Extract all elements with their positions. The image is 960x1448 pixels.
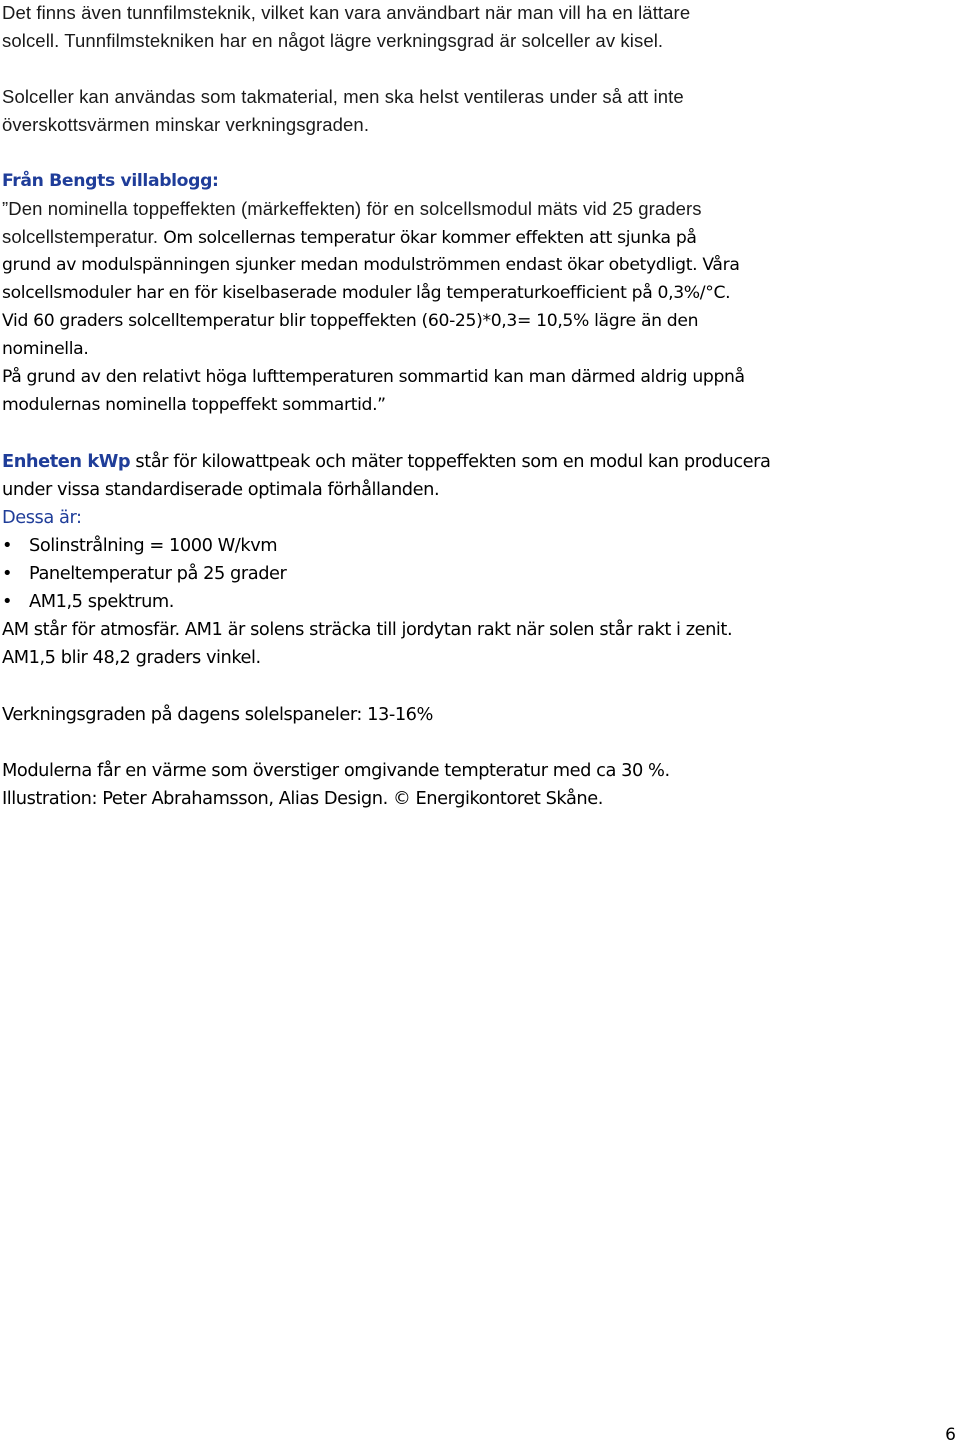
blog-quote-line-2-start: solcellstemperatur. [2,226,159,247]
list-item-text: Solinstrålning = 1000 W/kvm [29,535,278,556]
blog-line-3: grund av modulspänningen sjunker medan modulströmmen endast ökar obetydligt. Våra [2,255,740,275]
list-item [2,588,952,616]
blog-line-7: På grund av den relativt höga lufttemperaturen sommartid kan man därmed aldrig uppnå [2,367,745,387]
am-line-1: AM står för atmosfär. AM1 är solens sträcka till jordytan rakt när solen står rakt i zenit. [2,619,733,640]
blog-line-4: solcellsmoduler har en för kiselbaserade moduler låg temperaturkoefficient på 0,3%/°C. [2,283,731,303]
blog-quote-line-1: ”Den nominella toppeffekten (märkeffekten) för en solcellsmodul mäts vid 25 graders [2,198,702,219]
roof-line-1: Solceller kan användas som takmaterial, men ska helst ventileras under så att inte [2,86,684,107]
kwp-line-3: Dessa är: [2,507,82,528]
notes-line-2: Illustration: Peter Abrahamsson, Alias Design. © Energikontoret Skåne. [2,788,603,809]
blog-quote-line-2 [2,223,952,251]
kwp-line-2: under vissa standardiserade optimala förhållanden. [2,479,440,500]
list-item-text: AM1,5 spektrum. [29,591,174,612]
blog-heading: Från Bengts villablogg: [2,171,219,191]
blog-section [2,167,952,419]
kwp-term-prefix: Enheten [2,451,88,472]
list-item [2,560,952,588]
kwp-definition: står för kilowattpeak och mäter toppeffekten som en modul kan producera [130,451,771,472]
notes-paragraph [2,757,952,813]
list-item-text: Paneltemperatur på 25 grader [29,563,287,584]
page-number: 6 [945,1425,956,1445]
kwp-unit-term: kWp [87,451,131,472]
efficiency-paragraph [2,701,952,729]
blog-line-8: modulernas nominella toppeffekt sommartid.” [2,395,386,415]
roof-line-2: överskottsvärmen minskar verkningsgraden. [2,114,370,135]
kwp-section [2,448,952,672]
intro-line-2: solcell. Tunnfilmstekniken har en något lägre verkningsgrad är solceller av kisel. [2,30,664,51]
roof-paragraph [2,83,952,139]
efficiency-text: Verkningsgraden på dagens solelspaneler: 13-16% [2,704,433,725]
blog-line-5: Vid 60 graders solcelltemperatur blir toppeffekten (60-25)*0,3= 10,5% lägre än den [2,311,699,331]
intro-line-1: Det finns även tunnfilmsteknik, vilket kan vara användbart när man vill ha en lättare [2,2,691,23]
bullet-icon: • [2,591,13,612]
blog-line-6: nominella. [2,339,89,359]
intro-paragraph [2,0,952,55]
blog-quote-line-2-end: Om solcellernas temperatur ökar kommer effekten att sjunka på [158,228,697,248]
conditions-list [2,532,952,616]
notes-line-1: Modulerna får en värme som överstiger omgivande tempteratur med ca 30 %. [2,760,670,781]
list-item [2,532,952,560]
bullet-icon: • [2,535,13,556]
bullet-icon: • [2,563,13,584]
kwp-line-1 [2,448,952,476]
am-line-2: AM1,5 blir 48,2 graders vinkel. [2,647,261,668]
